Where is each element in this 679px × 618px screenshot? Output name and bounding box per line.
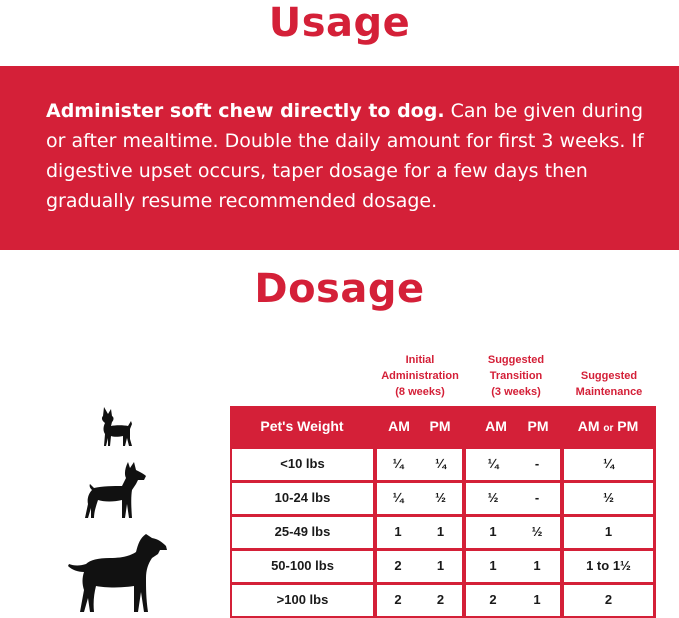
header-initial-am: AM (388, 418, 410, 434)
heading-line: Administration (381, 370, 459, 382)
maintenance-cell: ¼ (603, 456, 614, 471)
heading-line: (8 weeks) (395, 386, 445, 398)
header-transition-pm: PM (527, 418, 549, 434)
maintenance-cell: 1 (604, 524, 613, 539)
transition-am-cell: ¼ (487, 456, 499, 471)
header-maint-am: AM (577, 418, 600, 434)
initial-pm-cell: 1 (436, 558, 445, 573)
transition-pm-cell: 1 (533, 558, 541, 573)
suggested-transition-heading (484, 352, 548, 400)
dosage-title: Dosage (254, 266, 425, 312)
initial-am-cell: 2 (394, 592, 402, 607)
initial-am-cell: ¼ (392, 456, 404, 471)
initial-pm-cell: 1 (436, 524, 445, 539)
initial-am-cell: ¼ (392, 490, 404, 505)
weight-cell: 25-49 lbs (274, 524, 331, 539)
heading-line: Suggested (487, 354, 545, 366)
heading-line: Maintenance (575, 386, 643, 398)
initial-am-cell: 2 (394, 558, 402, 573)
transition-pm-cell: 1 (533, 592, 541, 607)
maintenance-cell: 2 (604, 592, 613, 607)
header-transition-am: AM (485, 418, 507, 434)
large-dog-icon (66, 532, 170, 614)
initial-pm-cell: ¼ (435, 456, 446, 471)
header-maint-or: or (603, 423, 614, 434)
heading-line: (3 weeks) (491, 386, 541, 398)
weight-cell: >100 lbs (276, 592, 329, 607)
initial-pm-cell: 2 (436, 592, 445, 607)
usage-lead: Administer soft chew directly to dog. (46, 100, 445, 122)
initial-pm-cell: ½ (435, 490, 446, 505)
medium-dog-icon (84, 460, 152, 520)
transition-pm-cell: - (534, 456, 540, 471)
heading-line: Suggested (580, 370, 638, 382)
dosage-table (230, 406, 656, 618)
header-initial-pm: PM (429, 418, 451, 434)
header-maint-pm: PM (617, 418, 639, 434)
weight-cell: 50-100 lbs (271, 558, 334, 573)
usage-body: Can be given during or after mealtime. Double the daily amount for first 3 weeks. If digestive upset occurs, taper dosage for a few days then gradually resume recommended dosage. (46, 100, 644, 212)
usage-instructions (46, 96, 646, 216)
suggested-maintenance-heading (568, 368, 650, 400)
maintenance-cell: ½ (603, 490, 614, 505)
heading-line: Initial (405, 354, 435, 366)
weight-cell: 10-24 lbs (274, 490, 331, 505)
initial-administration-heading (375, 352, 465, 400)
maintenance-cell: 1 to 1½ (586, 558, 631, 573)
transition-am-cell: ½ (487, 490, 499, 505)
initial-am-cell: 1 (394, 524, 402, 539)
weight-cell: <10 lbs (280, 456, 325, 471)
transition-pm-cell: - (534, 490, 540, 505)
usage-title: Usage (268, 0, 411, 46)
header-pets-weight: Pet's Weight (260, 418, 344, 434)
heading-line: Transition (489, 370, 543, 382)
transition-pm-cell: ½ (531, 524, 543, 539)
transition-am-cell: 2 (489, 592, 497, 607)
transition-am-cell: 1 (489, 524, 497, 539)
header-maintenance (564, 418, 652, 434)
transition-am-cell: 1 (489, 558, 497, 573)
small-dog-icon (98, 405, 136, 447)
